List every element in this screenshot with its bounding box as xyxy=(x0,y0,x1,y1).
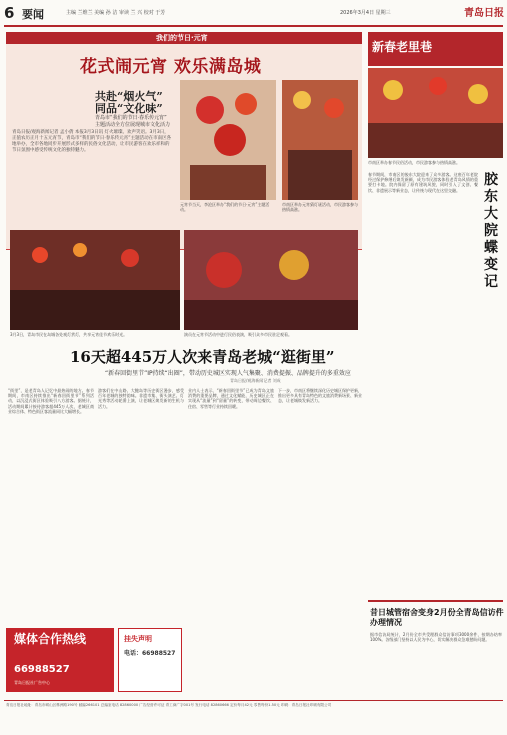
festival-headline: 花式闹元宵 欢乐满岛城 xyxy=(80,57,262,77)
page-number: 6 xyxy=(4,4,15,22)
street-night-photo xyxy=(10,230,180,330)
editor-info: 主编 兰维兰 美编 孙 洁 审读 兰 兴 校对 于芳 xyxy=(66,10,166,16)
story-column-2: 游客们在中山路、大鲍岛等历史街区漫步，感受百年老城的独特韵味。非遗市集、街头演艺、灯光秀等活动轮番上演，让老城区焕发新的生机与活力。 xyxy=(98,388,184,409)
photo-caption-1: 元宵节当天，李沧区举办“我们的节日·元宵”主题活动。 xyxy=(180,202,270,212)
right-bottom-headline: 昔日城管宿舍变身2月份全青岛信访件办理情况 xyxy=(370,608,504,627)
photo-caption-3: 3月3日，青岛市民在岛城各处观灯赏灯，共享元宵佳节欢乐时光。 xyxy=(10,332,128,337)
section-band xyxy=(6,32,362,44)
photo-caption-4: 演员在元宵节活动中进行民俗表演，吸引众多市民驻足观看。 xyxy=(184,332,292,337)
issue-date: 2026年3月4日 星期三 xyxy=(340,10,391,16)
festival-crowd-photo xyxy=(282,80,358,200)
story-column-1: “街里”，是老青岛人记忆中最热闹的地方。春节期间，市南区持续推出“新春回街里节”系列活动，以沉浸式街区体验吸引八方游客。据统计，活动期间累计接待游客超445万人次，老城区商业综合体、特色街区客流量同比大幅增长。 xyxy=(8,388,94,414)
courtyard-illustration xyxy=(368,68,503,158)
story-credit: 青岛日报/观海新闻记者 刘成 xyxy=(230,378,281,383)
photo-caption-2: 市南区举办元宵猜灯谜活动，市民游客参与热情高涨。 xyxy=(282,202,358,212)
crowd-illustration xyxy=(282,80,358,200)
section-band-label: 我们的节日·元宵 xyxy=(156,34,208,42)
media-ad-phone: 66988527 xyxy=(14,664,70,675)
right-photo-caption: 市南区举办春节民俗活动，市民游客参与热情高涨。 xyxy=(368,160,460,165)
performance-illustration xyxy=(184,230,358,330)
media-ad-title: 媒体合作热线 xyxy=(14,632,87,646)
festival-lead-text: 青岛日报/观海新闻记者 孟小倩 本报3月3日讯 灯火璀璨、欢声笑语。3月3日，正值农历正月十五元宵节，青岛市“我们的节日·春乐传元宵”主题活动在市南区各地举办，全市各地同步开展形式多样的民俗文化活动，让市民游客在欢乐祥和的节日氛围中感受传统文化的独特魅力。 xyxy=(12,130,172,153)
right-column-text: 春节期间，市南区的胶东大院迎来了众多游客。这座百年老院经过保护修缮后焕发新颜，成为市民游客体验老青岛风情的重要打卡地。院内保留了原有建筑风貌，同时引入了文创、餐饮、非遗展示等新业态，让传统与现代在这里交融。 xyxy=(368,172,478,193)
street-illustration xyxy=(10,230,180,330)
lantern-photo xyxy=(180,80,276,200)
notice-ad-title: 挂失声明 xyxy=(124,635,152,643)
column-banner-title: 新春老里巷 xyxy=(372,40,433,54)
newspaper-logo: 青岛日报 xyxy=(464,8,504,19)
performance-photo xyxy=(184,230,358,330)
story-column-4: 下一步，市南区将继续深化历史城区保护更新，推出更多具有青岛特色的文旅消费新场景、新业态，让老城焕发新活力。 xyxy=(278,388,362,404)
page-title: 要闻 xyxy=(22,8,44,21)
festival-subhead-2: 同品“文化味” xyxy=(95,102,163,115)
story-column-3: 业内人士表示，“新春回街里节”已成为青岛文旅消费的重要品牌，通过文化赋能，历史城区正在实现从“流量”到“留量”的转变，带动周边餐饮、住宿、零售等行业持续回暖。 xyxy=(188,388,274,409)
festival-subhead-1: 共赴“烟火气” xyxy=(95,90,163,103)
lantern-illustration xyxy=(180,80,276,200)
story-subhead: “新春回街里节”IP持续“出圈”，带动历史城区实现人气集聚、消费提振、品牌提升的多重效应 xyxy=(105,370,351,377)
right-divider xyxy=(368,600,503,602)
festival-deck-2: 主题活动全方位展现城市文化活力 xyxy=(95,122,171,128)
courtyard-photo xyxy=(368,68,503,158)
festival-deck-1: 青岛市“我们的节日·春乐传元宵” xyxy=(95,115,167,121)
story-headline: 16天超445万人次来青岛老城“逛街里” xyxy=(70,348,335,366)
media-ad-note: 青岛日报社广告中心 xyxy=(14,680,50,685)
notice-ad-phone: 电话：66988527 xyxy=(124,650,176,657)
footer-text: 青岛日报社地址：青岛市崂山区株洲路190号 邮编266101 总编室电话 82860000 广告经营许可证 青工商广字001号 发行电话 82860666 定价每月42元 零售每份1.50元 印刷：青岛日报社印刷有限公司 xyxy=(6,703,332,707)
right-bottom-text: 据市信访局统计，2月份全市共受理群众信访事项3000余件，按期办结率100%。各级部门坚持以人民为中心，切实解决群众急难愁盼问题。 xyxy=(370,632,502,643)
vertical-title: 胶东大院蝶变记 xyxy=(484,172,498,290)
